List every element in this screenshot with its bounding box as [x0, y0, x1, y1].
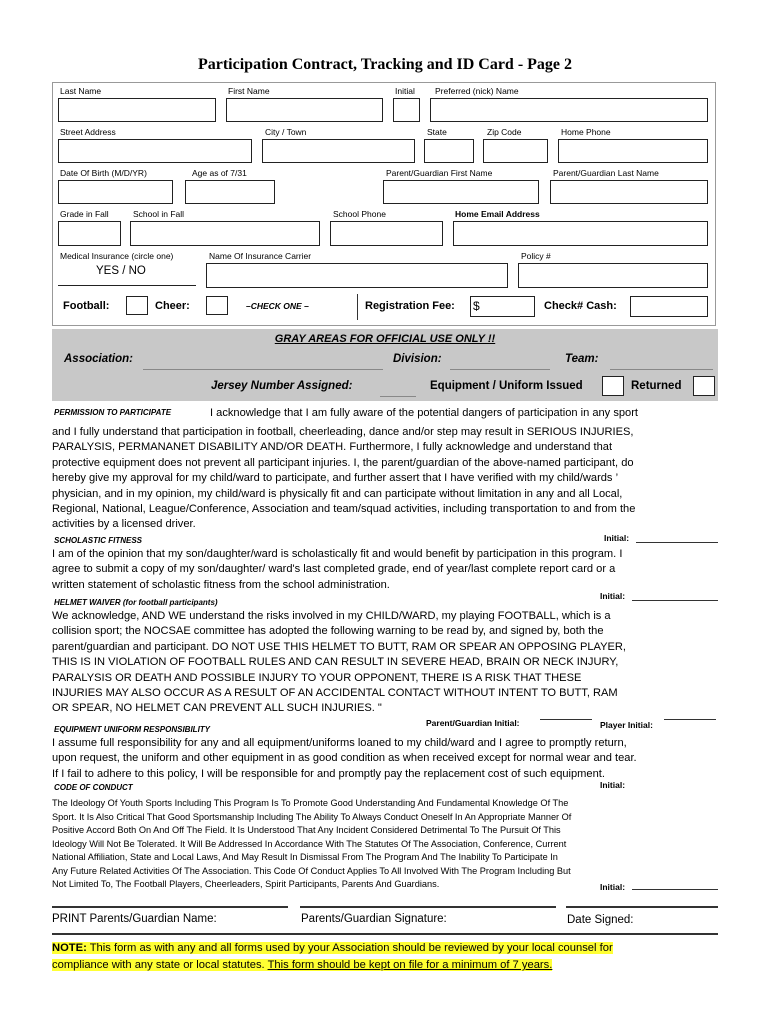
- division-label: Division:: [393, 353, 442, 365]
- cheer-checkbox[interactable]: [206, 296, 228, 315]
- age-label: Age as of 7/31: [192, 168, 247, 178]
- city-town-field[interactable]: [262, 139, 415, 163]
- home-email-field[interactable]: [453, 221, 708, 246]
- first-name-label: First Name: [228, 86, 270, 96]
- guardian-last-name-field[interactable]: [550, 180, 708, 204]
- insurance-carrier-label: Name Of Insurance Carrier: [209, 251, 312, 261]
- initial-field[interactable]: [393, 98, 420, 122]
- medical-insurance-label: Medical Insurance (circle one): [60, 251, 174, 261]
- print-name-label: PRINT Parents/Guardian Name:: [52, 913, 217, 925]
- football-label: Football:: [63, 300, 110, 312]
- guardian-first-name-field[interactable]: [383, 180, 539, 204]
- permission-line: and I fully understand that participation in football, cheerleading, dance and/or step may result in SERIOUS INJURIES,: [52, 426, 634, 438]
- jersey-line[interactable]: [380, 396, 416, 397]
- permission-line: protective equipment does not prevent all participant injuries. I, the parent/guardian of the above-named participant, do: [52, 456, 634, 469]
- guardian-first-name-label: Parent/Guardian First Name: [386, 168, 493, 178]
- division-line[interactable]: [450, 369, 550, 370]
- yes-no-underline: [58, 282, 196, 286]
- school-label: School in Fall: [133, 209, 185, 219]
- divider: [357, 294, 358, 320]
- note-text-2a: compliance with any state or local statutes.: [52, 959, 268, 971]
- association-line[interactable]: [143, 369, 383, 370]
- permission-line: I acknowledge that I am fully aware of the potential dangers of participation in any sport: [210, 407, 638, 419]
- conduct-line: National Affiliation, State and Local Laws, And May Result In Dismissal From The Program And The Inability To Participate In: [52, 852, 558, 862]
- helmet-line: OR SPEAR, NO HELMET CAN PREVENT ALL SUCH INJURIES. ": [52, 702, 382, 715]
- permission-line: hereby give my approval for my child/ward to participate, and further assert that I have verified with my child/wards ’: [52, 472, 619, 485]
- note-label: NOTE:: [52, 942, 87, 954]
- conduct-line: Any Future Related Activities Of The Association. This Code Of Conduct Applies To All Involved With The Program Including But: [52, 865, 571, 876]
- guardian-initial-label: Parent/Guardian Initial:: [426, 718, 520, 728]
- permission-line: physician, and in my opinion, my child/ward is physically fit and can participate without limitation in any and all Local,: [52, 487, 623, 500]
- zip-code-field[interactable]: [483, 139, 548, 163]
- school-phone-label: School Phone: [333, 209, 386, 219]
- conduct-line: The Ideology Of Youth Sports Including This Program Is To Promote Good Understanding And Fundamental Knowledge Of The: [52, 798, 569, 808]
- helmet-line: parent/guardian and participant. DO NOT USE THIS HELMET TO BUTT, RAM OR SPEAR AN OPPOSING PLAYER,: [52, 640, 626, 653]
- scholastic-line: agree to submit a copy of my son/daughter/ ward's last completed grade, end of year/last complete report card or a: [52, 563, 616, 576]
- signature-label: Parents/Guardian Signature:: [301, 913, 447, 925]
- player-initial-label: Player Initial:: [600, 720, 653, 730]
- check-cash-label: Check# Cash:: [544, 300, 617, 312]
- dob-field[interactable]: [58, 180, 173, 204]
- preferred-name-field[interactable]: [430, 98, 708, 122]
- returned-checkbox[interactable]: [693, 376, 715, 396]
- insurance-carrier-field[interactable]: [206, 263, 508, 288]
- scholastic-line: I am of the opinion that my son/daughter/ward is scholastically fit and would benefit by participation in this program. I: [52, 548, 623, 560]
- scholastic-initial-label: Initial:: [604, 533, 630, 543]
- conduct-heading: CODE OF CONDUCT: [54, 783, 133, 792]
- equipment-issued-label: Equipment / Uniform Issued: [430, 380, 583, 392]
- note-line-1: [52, 940, 692, 956]
- conduct-line: Ideology Will Not Be Tolerated. It Will Be Addressed In Accordance With The Statutes Of The Association, Conference, Current: [52, 838, 567, 849]
- zip-code-label: Zip Code: [487, 127, 522, 137]
- helmet-heading: HELMET WAIVER (for football participants): [54, 598, 218, 607]
- team-line[interactable]: [610, 369, 713, 370]
- signature-line[interactable]: [300, 906, 556, 908]
- permission-line: activities by a licensed driver.: [52, 518, 196, 531]
- registration-fee-label: Registration Fee:: [365, 300, 455, 312]
- state-field[interactable]: [424, 139, 474, 163]
- equipment-initial-label: Initial:: [600, 780, 626, 790]
- yes-no-choice[interactable]: YES / NO: [96, 265, 146, 277]
- policy-label: Policy #: [521, 251, 551, 261]
- jersey-label: Jersey Number Assigned:: [211, 380, 353, 392]
- conduct-line: Not Limited To, The Football Players, Cheerleaders, Spirit Participants, Parents And Guardians.: [52, 879, 440, 889]
- policy-field[interactable]: [518, 263, 708, 288]
- helmet-line: PARALYSIS OR DEATH AND POSSIBLE INJURY TO YOUR OPPONENT, THERE IS A RISK THAT THESE: [52, 671, 582, 684]
- registration-fee-field[interactable]: $: [470, 296, 535, 317]
- helmet-line: collision sport; the NOCSAE committee has adopted the following warning to be read by, and signed by, both the: [52, 625, 604, 638]
- street-address-field[interactable]: [58, 139, 252, 163]
- scholastic-initial-line[interactable]: [636, 542, 718, 543]
- conduct-initial-line[interactable]: [632, 889, 718, 890]
- conduct-line: Positive Accord Both On And Off The Field. It Is Understood That Any Incident Considered Detrimental To The Pursuit Of This: [52, 825, 561, 835]
- guardian-initial-line[interactable]: [540, 719, 592, 720]
- scholastic-line: written statement of scholastic fitness from the school administration.: [52, 578, 390, 591]
- helmet-initial-line[interactable]: [632, 600, 718, 601]
- team-label: Team:: [565, 353, 599, 365]
- helmet-line: We acknowledge, AND WE understand the risks involved in my CHILD/WARD, my playing FOOTBALL, which is a: [52, 610, 611, 622]
- home-phone-field[interactable]: [558, 139, 708, 163]
- guardian-last-name-label: Parent/Guardian Last Name: [553, 168, 659, 178]
- date-signed-label: Date Signed:: [567, 914, 634, 926]
- official-use-title: GRAY AREAS FOR OFFICIAL USE ONLY !!: [274, 333, 496, 345]
- permission-line: PARALYSIS, PERMANANET DISABILITY AND/OR DEATH. Furthermore, I fully acknowledge and understand that: [52, 441, 613, 454]
- note-text-2b: This form should be kept on file for a minimum of 7 years.: [267, 959, 553, 971]
- check-one-note: –CHECK ONE –: [246, 301, 309, 311]
- print-name-line[interactable]: [52, 906, 288, 908]
- football-checkbox[interactable]: [126, 296, 148, 315]
- scholastic-heading: SCHOLASTIC FITNESS: [54, 536, 143, 545]
- street-address-label: Street Address: [60, 127, 116, 137]
- note-text-1: This form as with any and all forms used by your Association should be reviewed by your local counsel for: [86, 942, 613, 954]
- helmet-line: INJURIES MAY ALSO OCCUR AS A RESULT OF AN ACCIDENTAL CONTACT WITHOUT INTENT TO BUTT, RAM: [52, 687, 618, 699]
- returned-label: Returned: [631, 380, 682, 392]
- home-email-label: Home Email Address: [455, 209, 540, 219]
- conduct-line: Sport. It Is Also Critical That Good Sportsmanship Including The Ability To Always Conduct Oneself In An Appropriate Manner Of: [52, 811, 572, 822]
- note-divider: [52, 933, 718, 935]
- association-label: Association:: [64, 353, 134, 365]
- page-title: Participation Contract, Tracking and ID Card - Page 2: [197, 56, 573, 73]
- equipment-line: upon request, the uniform and other equipment in as good condition as when received except for normal wear and tear.: [52, 752, 637, 765]
- helmet-initial-label: Initial:: [600, 591, 626, 601]
- equipment-line: If I fail to adhere to this policy, I will be responsible for and promptly pay the replacement cost of such equipment.: [52, 767, 605, 780]
- city-town-label: City / Town: [265, 127, 307, 137]
- state-label: State: [427, 127, 447, 137]
- date-line[interactable]: [566, 906, 718, 908]
- permission-heading: PERMISSION TO PARTICIPATE: [54, 408, 172, 417]
- home-phone-label: Home Phone: [561, 127, 611, 137]
- school-field[interactable]: [130, 221, 320, 246]
- last-name-field[interactable]: [58, 98, 216, 122]
- grade-label: Grade in Fall: [60, 209, 109, 219]
- check-cash-field[interactable]: [630, 296, 708, 317]
- permission-line: Regional, National, League/Conference, Association and team/squad activities, including transportation to and from the: [52, 503, 636, 515]
- equipment-line: I assume full responsibility for any and all equipment/uniforms loaned to my child/ward and I agree to promptly return,: [52, 737, 627, 749]
- first-name-field[interactable]: [226, 98, 383, 122]
- cheer-label: Cheer:: [155, 300, 190, 312]
- equipment-issued-checkbox[interactable]: [602, 376, 624, 396]
- grade-field[interactable]: [58, 221, 121, 246]
- age-field[interactable]: [185, 180, 275, 204]
- conduct-initial-label: Initial:: [600, 882, 626, 892]
- last-name-label: Last Name: [60, 86, 102, 96]
- helmet-line: THIS IS IN VIOLATION OF FOOTBALL RULES AND CAN RESULT IN SEVERE HEAD, BRAIN OR NECK INJURY,: [52, 656, 619, 669]
- dob-label: Date Of Birth (M/D/YR): [60, 168, 147, 178]
- player-initial-line[interactable]: [664, 719, 716, 720]
- school-phone-field[interactable]: [330, 221, 443, 246]
- equipment-heading: EQUIPMENT UNIFORM RESPONSIBILITY: [54, 725, 211, 734]
- initial-label: Initial: [395, 86, 415, 96]
- preferred-name-label: Preferred (nick) Name: [435, 86, 519, 96]
- note-line-2: [52, 957, 692, 973]
